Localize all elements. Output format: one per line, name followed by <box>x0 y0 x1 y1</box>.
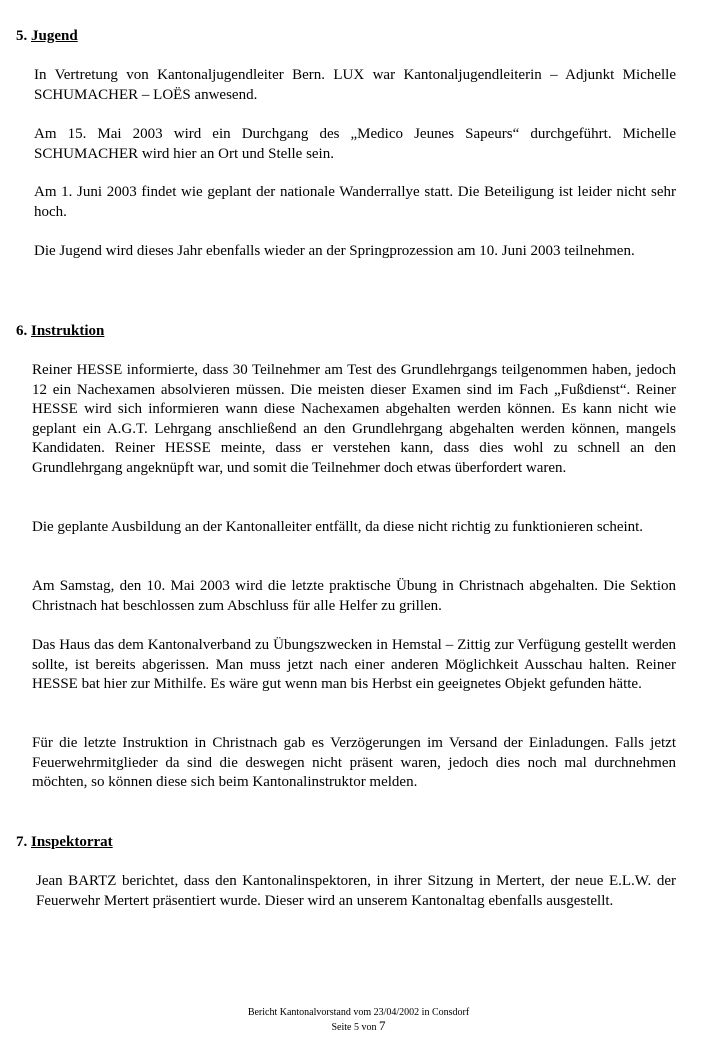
paragraph: Die geplante Ausbildung an der Kantonalleiter entfällt, da diese nicht richtig zu funktionieren scheint. <box>32 519 644 535</box>
paragraph: Am 1. Juni 2003 findet wie geplant der nationale Wanderrallye statt. Die Beteiligung ist leider nicht sehr hoch. <box>34 184 676 220</box>
paragraph: Reiner HESSE informierte, dass 30 Teilnehmer am Test des Grundlehrgangs teilgenommen haben, jedoch 12 ein Nachexamen absolvieren müssen. Die meisten dieser Examen sind im Fach „Fußdienst“. Reiner HESSE wird sich informieren wann diese Nachexamen abgehalten werden können. Es kann nicht wie geplant ein A.G.T. Lehrgang anschließend an den Grundlehrgang abgehalten werden können, mangels Kandidaten. Reiner HESSE meinte, dass er verstehen kann, dass dies wohl zu schnell an den Grundlehrgang angeknüpft war, und somit die Teilnehmer doch etwas überfordert waren. <box>32 362 676 476</box>
section-heading-inspektorrat <box>16 833 113 851</box>
paragraph: Das Haus das dem Kantonalverband zu Übungszwecken in Hemstal – Zittig zur Verfügung gestellt werden sollte, ist bereits abgerissen. Man muss jetzt nach einer anderen Möglichkeit Ausschau halten. Reiner HESSE bat hier zur Mithilfe. Es wäre gut wenn man bis Herbst ein geeignetes Objekt gefunden hätte. <box>32 637 676 692</box>
paragraph: Am Samstag, den 10. Mai 2003 wird die letzte praktische Übung in Christnach abgehalten. Die Sektion Christnach hat beschlossen zum Abschluss für alle Helfer zu grillen. <box>32 578 676 614</box>
section-heading-jugend <box>16 27 78 45</box>
section-heading-instruktion <box>16 322 104 340</box>
footer-page-total: 7 <box>379 1018 386 1033</box>
paragraph: Für die letzte Instruktion in Christnach gab es Verzögerungen im Versand der Einladungen. Falls jetzt Feuerwehrmitglieder da sind die deswegen nicht präsent waren, jedoch dies noch mal durchnehmen möchten, so können diese sich beim Kantonalinstruktor melden. <box>32 735 676 790</box>
section-number: 7. <box>16 834 28 850</box>
footer-page-label: Seite 5 von <box>331 1022 377 1033</box>
paragraph: Jean BARTZ berichtet, dass den Kantonalinspektoren, in ihrer Sitzung in Mertert, der neue E.L.W. der Feuerwehr Mertert präsentiert wurde. Dieser wird an unserem Kantonaltag ebenfalls ausgestellt. <box>36 873 676 909</box>
paragraph: In Vertretung von Kantonaljugendleiter Bern. LUX war Kantonaljugendleiterin – Adjunkt Michelle SCHUMACHER – LOËS anwesend. <box>34 67 676 103</box>
section-number: 6. <box>16 323 28 339</box>
footer-page-number <box>0 1019 717 1034</box>
page-footer <box>0 1006 717 1034</box>
section-number: 5. <box>16 28 28 44</box>
paragraph: Die Jugend wird dieses Jahr ebenfalls wieder an der Springprozession am 10. Juni 2003 teilnehmen. <box>34 243 635 259</box>
section-title: Jugend <box>31 28 78 44</box>
section-title: Inspektorrat <box>31 834 113 850</box>
section-title: Instruktion <box>31 323 105 339</box>
paragraph: Am 15. Mai 2003 wird ein Durchgang des „Medico Jeunes Sapeurs“ durchgeführt. Michelle SCHUMACHER wird hier an Ort und Stelle sein. <box>34 126 676 162</box>
footer-report-line: Bericht Kantonalvorstand vom 23/04/2002 in Consdorf <box>247 1007 470 1018</box>
